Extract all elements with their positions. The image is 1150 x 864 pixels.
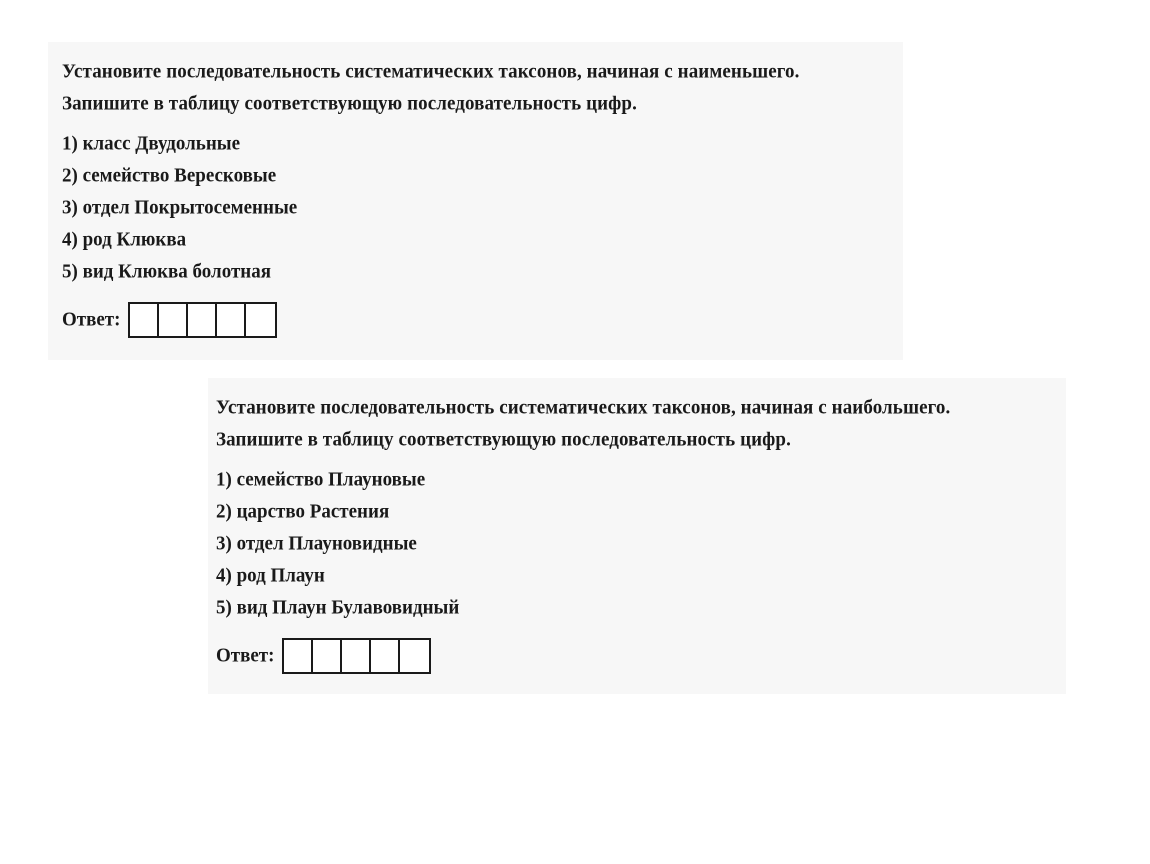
option-item: 4) род Плаун — [216, 564, 325, 587]
answer-cell[interactable] — [246, 304, 275, 336]
option-item: 2) семейство Вересковые — [62, 164, 277, 187]
answer-cell[interactable] — [313, 640, 342, 672]
answer-cell[interactable] — [284, 640, 313, 672]
answer-boxes — [282, 638, 431, 674]
option-item: 4) род Клюква — [62, 228, 187, 251]
task-instruction: Установите последовательность систематических таксонов, начиная с наименьшего. — [62, 60, 800, 83]
option-item: 5) вид Плаун Булавовидный — [216, 596, 460, 619]
options-list — [62, 128, 903, 288]
option-item: 1) семейство Плауновые — [216, 468, 426, 491]
options-list — [216, 464, 1066, 624]
option-item: 2) царство Растения — [216, 500, 390, 523]
answer-row — [62, 302, 903, 338]
answer-cell[interactable] — [217, 304, 246, 336]
answer-label: Ответ: — [62, 308, 121, 331]
task-instruction: Установите последовательность систематических таксонов, начиная с наибольшего. — [216, 396, 951, 419]
answer-row — [216, 638, 1066, 674]
option-item: 5) вид Клюква болотная — [62, 260, 272, 283]
task-instruction: Запишите в таблицу соответствующую последовательность цифр. — [62, 92, 637, 115]
task-card-2 — [208, 378, 1066, 694]
option-item: 3) отдел Покрытосеменные — [62, 196, 298, 219]
task-instruction: Запишите в таблицу соответствующую последовательность цифр. — [216, 428, 791, 451]
answer-cell[interactable] — [159, 304, 188, 336]
option-item: 1) класс Двудольные — [62, 132, 241, 155]
answer-label: Ответ: — [216, 644, 275, 667]
answer-cell[interactable] — [188, 304, 217, 336]
answer-cell[interactable] — [130, 304, 159, 336]
answer-cell[interactable] — [371, 640, 400, 672]
answer-cell[interactable] — [342, 640, 371, 672]
task-card-1 — [48, 42, 903, 360]
answer-boxes — [128, 302, 277, 338]
option-item: 3) отдел Плауновидные — [216, 532, 417, 555]
answer-cell[interactable] — [400, 640, 429, 672]
